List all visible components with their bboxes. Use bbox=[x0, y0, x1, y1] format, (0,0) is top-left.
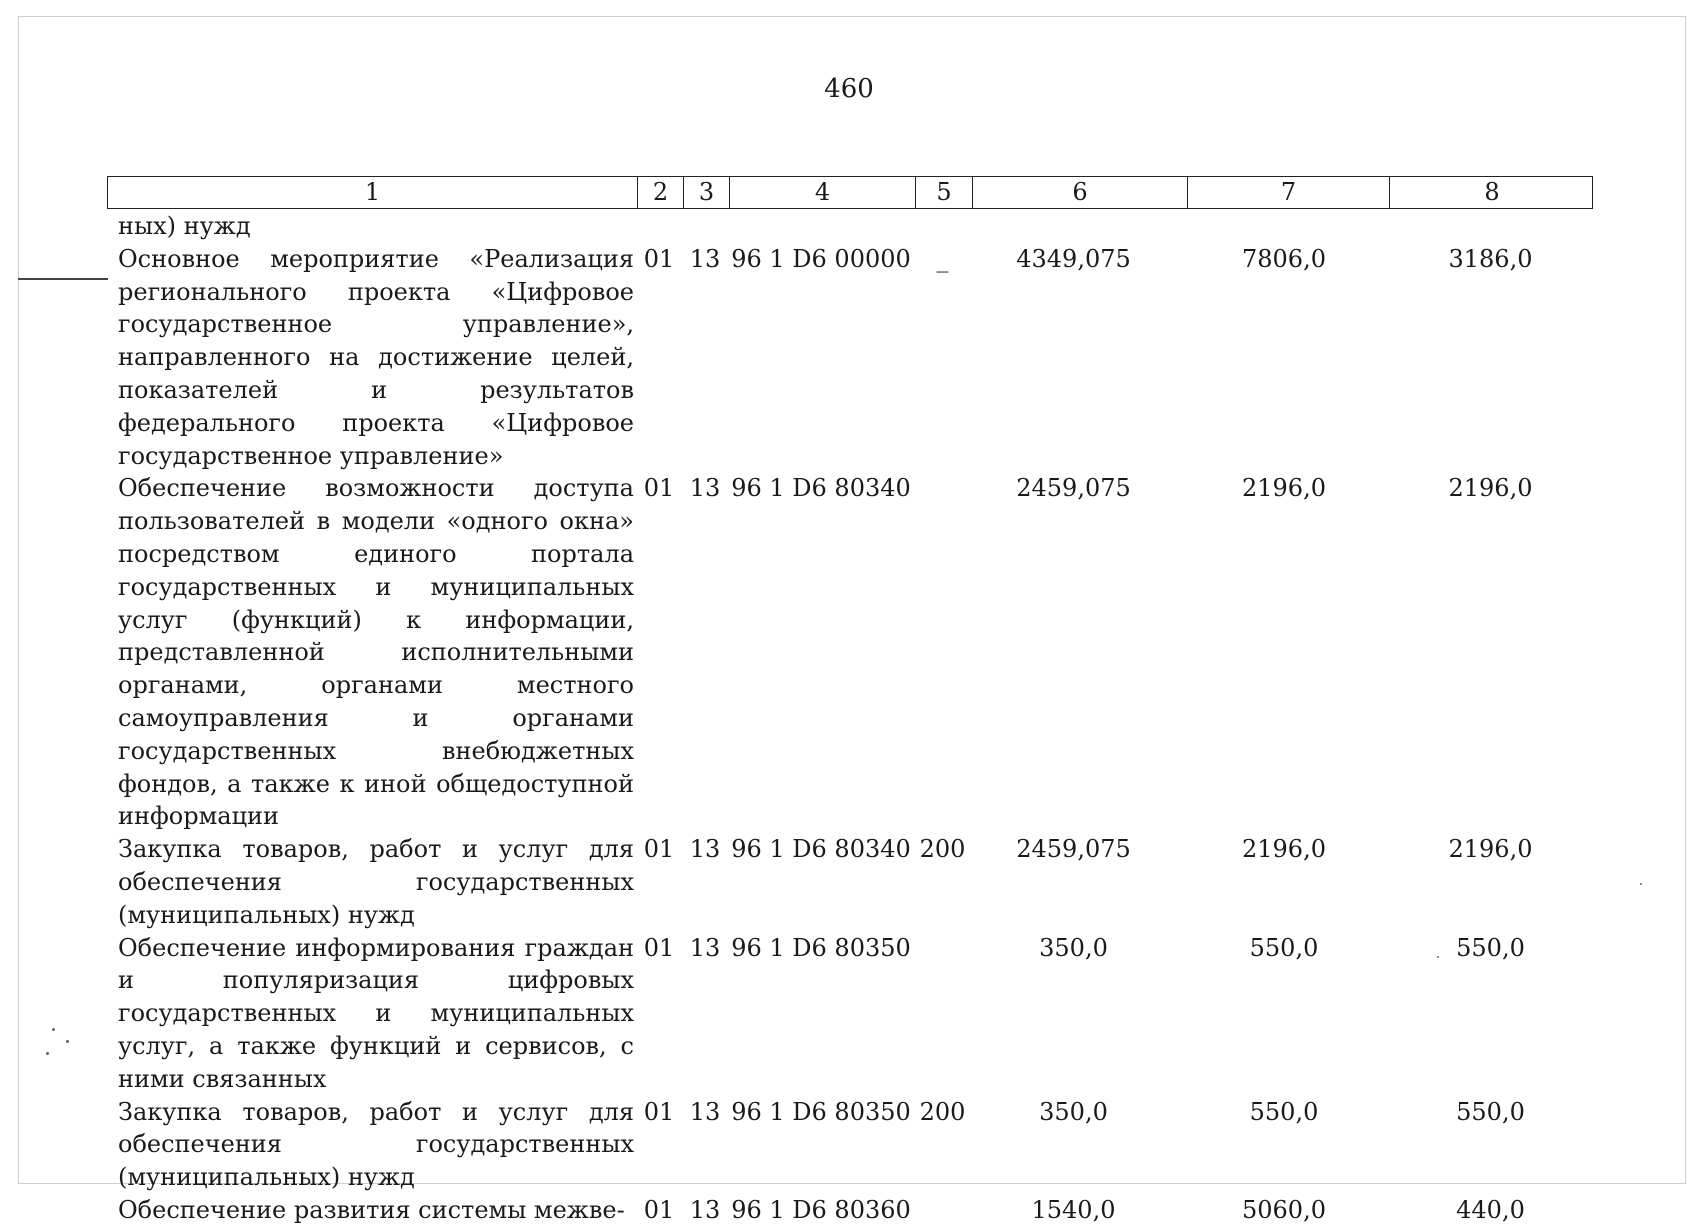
scan-speck bbox=[66, 1040, 69, 1043]
table-row bbox=[107, 210, 1593, 243]
row-amount-3: 550,0 bbox=[1456, 1097, 1525, 1126]
row-expense-type: _ bbox=[936, 244, 949, 273]
row-subsection bbox=[682, 210, 728, 243]
table-row bbox=[107, 932, 1593, 1096]
row-section: 01 bbox=[643, 474, 675, 503]
row-target-code: 96 1 D6 80340 bbox=[731, 835, 911, 864]
row-amount-3: 440,0 bbox=[1456, 1195, 1525, 1224]
header-col-7: 7 bbox=[1187, 177, 1389, 208]
header-col-5: 5 bbox=[915, 177, 972, 208]
row-expense-type bbox=[914, 1194, 971, 1227]
row-amount-2: 550,0 bbox=[1249, 1097, 1319, 1126]
row-target-code: 96 1 D6 00000 bbox=[731, 244, 911, 273]
scan-speck bbox=[1437, 956, 1439, 958]
margin-mark bbox=[18, 278, 108, 280]
row-target-code: 96 1 D6 80340 bbox=[731, 474, 911, 503]
row-amount-1: 350,0 bbox=[1039, 933, 1108, 962]
row-amount-3: 2196,0 bbox=[1448, 835, 1533, 864]
row-subsection: 13 bbox=[689, 474, 721, 503]
row-section: 01 bbox=[643, 1097, 675, 1126]
header-col-4: 4 bbox=[729, 177, 915, 208]
table-row bbox=[107, 243, 1593, 473]
row-section bbox=[636, 210, 682, 243]
row-amount-1: 4349,075 bbox=[1016, 244, 1131, 273]
scan-speck bbox=[1640, 883, 1642, 885]
row-amount-1: 2459,075 bbox=[1016, 835, 1131, 864]
row-subsection: 13 bbox=[689, 244, 721, 273]
row-expense-type: 200 bbox=[919, 1097, 966, 1126]
row-amount-3: 2196,0 bbox=[1448, 474, 1533, 503]
row-amount-1: 1540,0 bbox=[1031, 1195, 1116, 1224]
row-target-code: 96 1 D6 80360 bbox=[731, 1195, 911, 1224]
page-number: 460 bbox=[824, 74, 874, 104]
header-col-3: 3 bbox=[683, 177, 729, 208]
row-amount-3: 3186,0 bbox=[1448, 244, 1533, 273]
row-amount-3: 550,0 bbox=[1456, 933, 1525, 962]
row-amount-3 bbox=[1388, 210, 1593, 243]
row-expense-type bbox=[914, 932, 971, 1096]
row-subsection: 13 bbox=[689, 835, 721, 864]
row-expense-type bbox=[914, 210, 971, 243]
header-col-8: 8 bbox=[1389, 177, 1594, 208]
row-amount-2: 2196,0 bbox=[1242, 474, 1326, 503]
row-name: Обеспечение развития системы межве- bbox=[118, 1195, 625, 1224]
table-body bbox=[107, 210, 1593, 1227]
table-header-row bbox=[107, 176, 1593, 209]
row-name: Закупка товаров, работ и услуг для обеспечения государственных (муниципальных) нужд bbox=[118, 1097, 634, 1192]
table-row bbox=[107, 1096, 1593, 1194]
table-row bbox=[107, 472, 1593, 833]
header-col-1: 1 bbox=[364, 178, 381, 206]
scan-speck bbox=[52, 1028, 55, 1031]
table-row bbox=[107, 1194, 1593, 1227]
row-target-code: 96 1 D6 80350 bbox=[731, 1097, 911, 1126]
row-amount-1 bbox=[971, 210, 1186, 243]
row-target-code: 96 1 D6 80350 bbox=[731, 933, 911, 962]
row-amount-2 bbox=[1186, 210, 1388, 243]
row-expense-type: 200 bbox=[919, 835, 966, 864]
row-expense-type bbox=[914, 472, 971, 833]
row-amount-1: 350,0 bbox=[1039, 1097, 1108, 1126]
row-subsection: 13 bbox=[689, 933, 721, 962]
header-col-2: 2 bbox=[637, 177, 683, 208]
row-section: 01 bbox=[643, 1195, 675, 1224]
row-name: Основное мероприятие «Реализация регионального проекта «Цифровое государственное управление», направленного на достижение целей, показателей и результатов федерального проекта «Цифровое государственное управление» bbox=[118, 244, 634, 470]
row-name: ных) нужд bbox=[118, 212, 251, 240]
row-section: 01 bbox=[643, 933, 675, 962]
row-section: 01 bbox=[643, 835, 675, 864]
row-name: Обеспечение информирования граждан и популяризация цифровых государственных и муниципальных услуг, а также функций и сервисов, с ними связанных bbox=[118, 933, 634, 1093]
row-subsection: 13 bbox=[689, 1097, 721, 1126]
budget-table bbox=[107, 176, 1593, 1224]
row-amount-2: 550,0 bbox=[1249, 933, 1319, 962]
row-name: Обеспечение возможности доступа пользователей в модели «одного окна» посредством единого портала государственных и муниципальных услуг (функций) к информации, представленной исполнительными органами, органами местного самоуправления и органами государственных внебюджетных фондов, а также к иной общедоступной информации bbox=[118, 474, 634, 831]
row-amount-1: 2459,075 bbox=[1016, 474, 1131, 503]
row-target-code bbox=[728, 210, 914, 243]
scan-speck bbox=[46, 1052, 49, 1055]
header-col-6: 6 bbox=[972, 177, 1187, 208]
row-amount-2: 7806,0 bbox=[1242, 244, 1326, 273]
row-amount-2: 5060,0 bbox=[1242, 1195, 1326, 1224]
row-section: 01 bbox=[643, 244, 675, 273]
row-subsection: 13 bbox=[689, 1195, 721, 1224]
table-row bbox=[107, 833, 1593, 931]
row-amount-2: 2196,0 bbox=[1242, 835, 1326, 864]
row-name: Закупка товаров, работ и услуг для обеспечения государственных (муниципальных) нужд bbox=[118, 835, 634, 929]
